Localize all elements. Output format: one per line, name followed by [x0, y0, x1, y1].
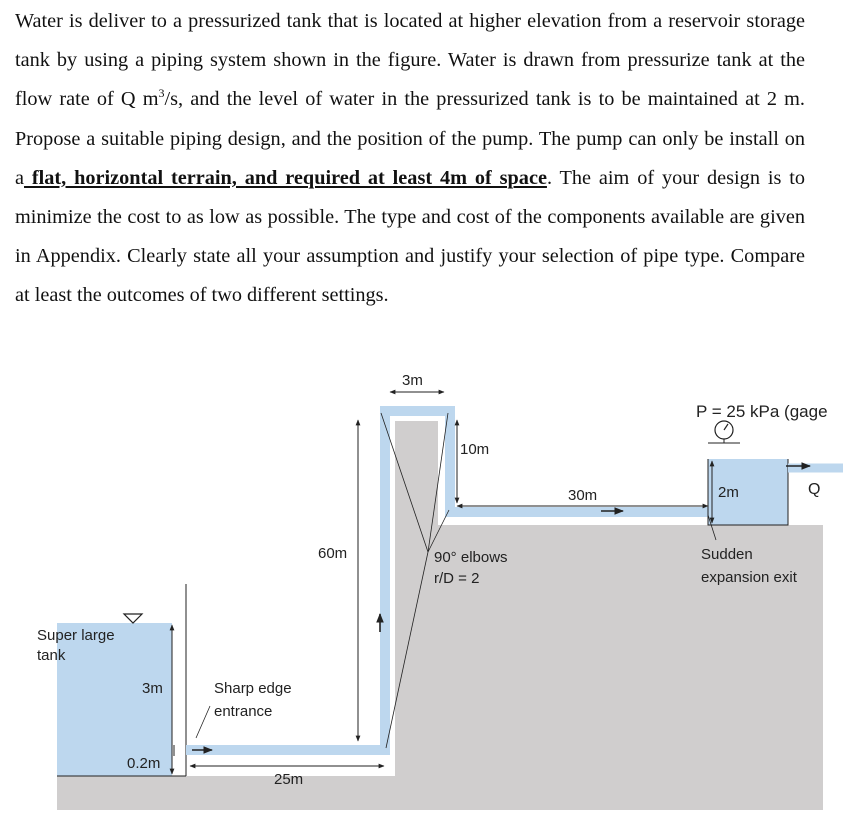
label-elbows-1: 90° elbows: [434, 549, 508, 566]
label-reservoir-1: Super large: [37, 627, 115, 644]
label-pressure: P = 25 kPa (gage: [696, 402, 828, 421]
ground-base: [57, 776, 823, 810]
underlined-requirement: flat, horizontal terrain, and required at least 4m of space: [24, 166, 547, 189]
label-top-width: 3m: [402, 372, 423, 389]
problem-text-2: /s, and the level of water in the pressurized tank is to be maintained at 2 m. Propose a suitable piping design, and the position of the pump. The pump can only be install on a: [15, 88, 805, 189]
label-flow: Q: [808, 481, 821, 498]
label-exit-2: expansion exit: [701, 569, 797, 586]
label-drop: 10m: [460, 441, 490, 458]
label-riser-height: 60m: [318, 545, 348, 562]
label-entrance-height: 0.2m: [127, 755, 161, 772]
label-reservoir-2: tank: [37, 647, 66, 664]
problem-text-1: Water is deliver to a pressurized tank that is located at higher elevation from a reservoir storage tank by using a piping system shown in the figure. Water is drawn from pressurize tank at the flow rate of Q m: [15, 10, 805, 111]
superscript-3: 3: [158, 86, 165, 101]
label-exit-1: Sudden: [701, 546, 753, 563]
label-water-depth: 3m: [142, 680, 163, 697]
reservoir-water: [57, 623, 172, 776]
label-entrance-1: Sharp edge: [214, 680, 292, 697]
leader-entrance: [196, 706, 210, 738]
water-level-symbol: [124, 614, 142, 623]
label-elbows-2: r/D = 2: [434, 570, 480, 587]
label-tank-level: 2m: [718, 484, 739, 501]
label-bottom-run: 25m: [274, 771, 304, 788]
label-horizontal-run: 30m: [568, 487, 598, 504]
problem-text-3: . The aim of your design is to minimize the cost to as low as possible. The type and cost of the components available are given in Appendix. Clearly state all your assumption and justify your selection of pipe type. Compare at least the outcomes of two different settings.: [15, 166, 805, 307]
label-entrance-2: entrance: [214, 703, 273, 720]
